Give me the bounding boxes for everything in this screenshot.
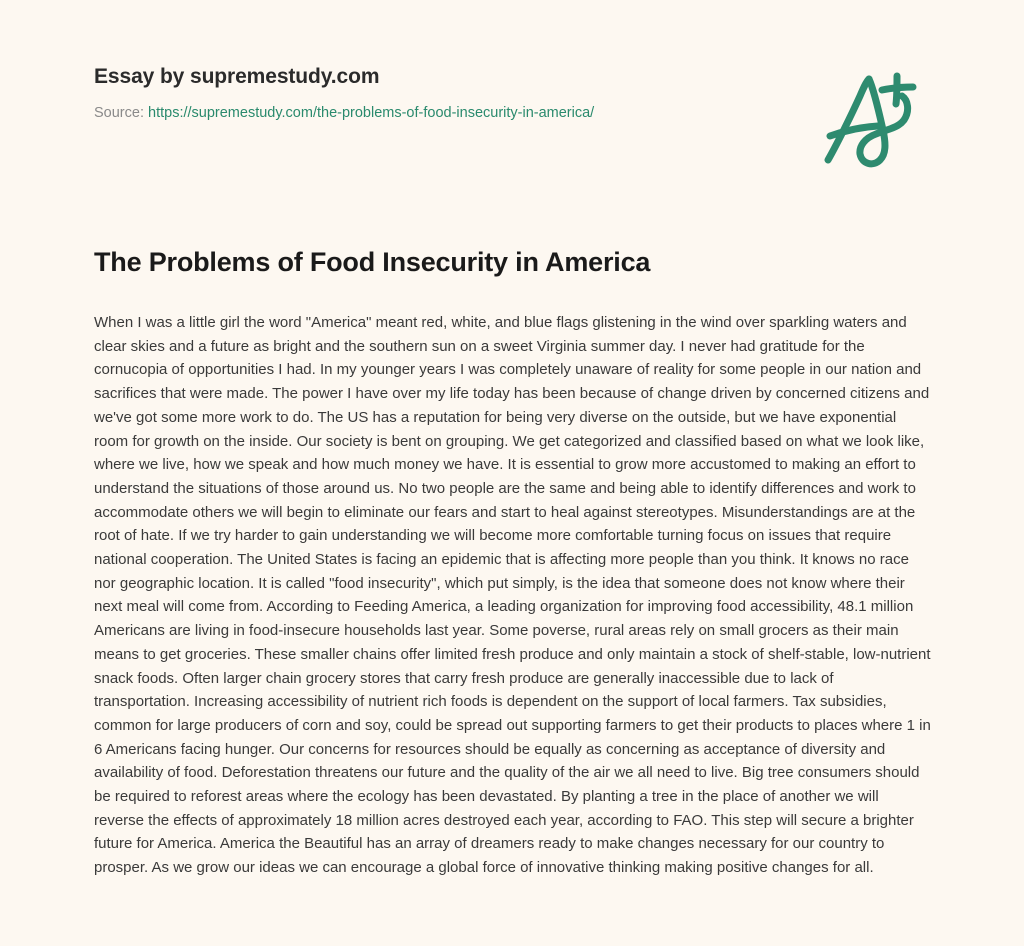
a-plus-logo-icon bbox=[816, 66, 924, 170]
site-name: Essay by supremestudy.com bbox=[94, 65, 380, 88]
page-title: The Problems of Food Insecurity in America bbox=[94, 247, 651, 277]
a-plus-logo bbox=[816, 66, 924, 170]
essay-paragraph: When I was a little girl the word "America" meant red, white, and blue flags glistening in the wind over sparkling waters and clear skies and a future as bright and the southern sun on a sweet Virginia summer day. I never had gratitude for the cornucopia of opportunities I had. In my younger years I was completely unaware of reality for some people in our nation and sacrifices that were made. The power I have over my life today has been because of change driven by concerned citizens and we've got some more work to do. The US has a reputation for being very diverse on the outside, but we have exponential room for growth on the inside. Our society is bent on grouping. We get categorized and classified based on what we look like, where we live, how we speak and how much money we have. It is essential to grow more accustomed to making an effort to understand the situations of those around us. No two people are the same and being able to identify differences and work to accommodate others we will begin to eliminate our fears and start to heal against stereotypes. Misunderstandings are at the root of hate. If we try harder to gain understanding we will become more comfortable turning focus on issues that require national cooperation. The United States is facing an epidemic that is affecting more people than you think. It knows no race nor geographic location. It is called "food insecurity", which put simply, is the idea that someone does not know where their next meal will come from. According to Feeding America, a leading organization for improving food accessibility, 48.1 million Americans are living in food-insecure households last year. Some poverse, rural areas rely on small grocers as their main means to get groceries. These smaller chains offer limited fresh produce and only maintain a stock of shelf-stable, low-nutrient snack foods. Often larger chain grocery stores that carry fresh produce are generally inaccessible due to lack of transportation. Increasing accessibility of nutrient rich foods is dependent on the support of local farmers. Tax subsidies, common for large producers of corn and soy, could be spread out supporting farmers to get their products to places where 1 in 6 Americans facing hunger. Our concerns for resources should be equally as concerning as acceptance of diversity and availability of food. Deforestation threatens our future and the quality of the air we all need to live. Big tree consumers should be required to reforest areas where the ecology has been devastated. By planting a tree in the place of another we will reverse the effects of approximately 18 million acres destroyed each year, according to FAO. This step will secure a brighter future for America. America the Beautiful has an array of dreamers ready to make changes necessary for our country to prosper. As we grow our ideas we can encourage a global force of innovative thinking making positive changes for all. bbox=[94, 314, 931, 877]
source-url-link[interactable]: https://supremestudy.com/the-problems-of-food-insecurity-in-america/ bbox=[148, 105, 595, 122]
page-header bbox=[94, 64, 930, 123]
source-line bbox=[94, 104, 930, 123]
essay-body bbox=[94, 311, 932, 880]
source-label: Source: bbox=[94, 105, 144, 122]
